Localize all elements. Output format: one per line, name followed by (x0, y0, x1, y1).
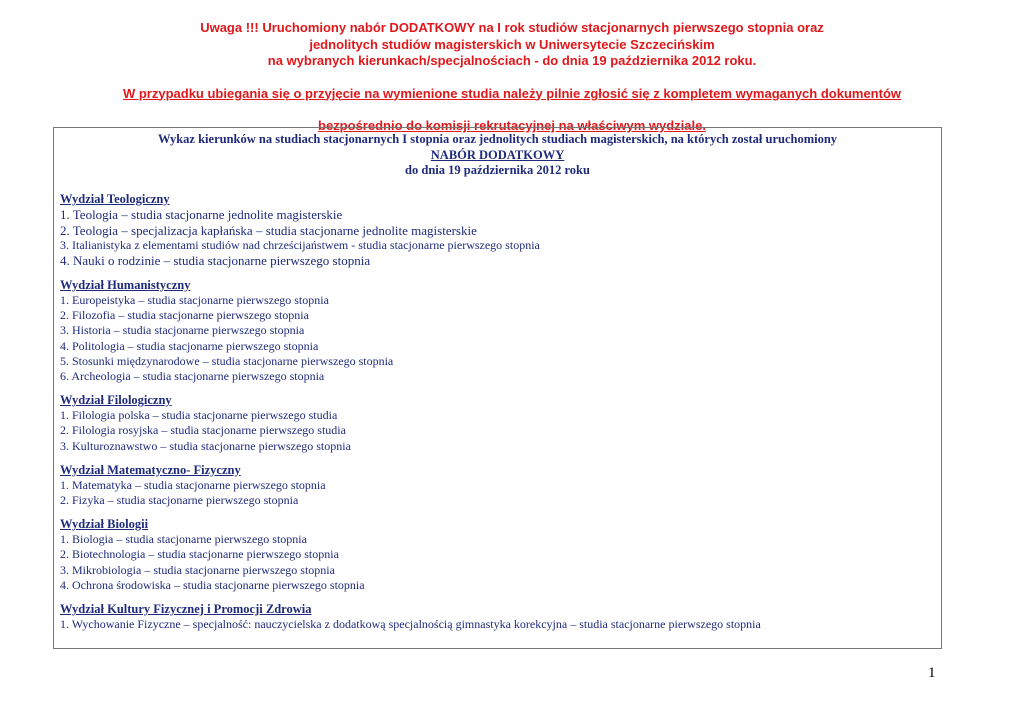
faculty-biologii (60, 517, 930, 593)
list-item: 3. Mikrobiologia – studia stacjonarne pierwszego stopnia (60, 562, 335, 577)
list-header-title: NABÓR DODATKOWY (430, 147, 565, 162)
list-item: 4. Nauki o rodzinie – studia stacjonarne pierwszego stopnia (60, 253, 371, 269)
list-item: 2. Filozofia – studia stacjonarne pierwszego stopnia (60, 308, 309, 323)
warning-line: W przypadku ubiegania się o przyjęcie na wymienione studia należy pilnie zgłosić się z kompletem wymaganych dokumentów (122, 85, 902, 101)
list-item: 1. Europeistyka – studia stacjonarne pierwszego stopnia (60, 292, 329, 307)
list-item: 2. Fizyka – studia stacjonarne pierwszego stopnia (60, 493, 299, 508)
list-item: 2. Biotechnologia – studia stacjonarne pierwszego stopnia (60, 547, 339, 562)
faculty-title: Wydział Teologiczny (60, 192, 170, 206)
faculty-title: Wydział Matematyczno- Fizyczny (60, 462, 241, 477)
recruitment-notice (60, 20, 964, 135)
list-item: 6. Archeologia – studia stacjonarne pierwszego stopnia (60, 369, 325, 383)
faculty-title: Wydział Humanistyczny (60, 277, 191, 292)
list-item: 1. Wychowanie Fizyczne – specjalność: nauczycielska z dodatkową specjalnością gimnastyka korekcyjna – studia stacjonarne pierwszego stopnia (60, 617, 761, 632)
notice-line: na wybranych kierunkach/specjalnościach - do dnia 19 października 2012 roku. (267, 53, 757, 68)
list-item: 5. Stosunki międzynarodowe – studia stacjonarne pierwszego stopnia (60, 353, 394, 368)
list-item: 3. Italianistyka z elementami studiów nad chrześcijaństwem - studia stacjonarne pierwszego stopnia (60, 238, 540, 253)
faculty-kultury-fizycznej (60, 602, 930, 632)
faculty-teologiczny (60, 192, 930, 269)
list-item: 4. Ochrona środowiska – studia stacjonarne pierwszego stopnia (60, 577, 365, 592)
faculty-humanistyczny (60, 278, 930, 384)
list-item: 4. Politologia – studia stacjonarne pierwszego stopnia (60, 338, 319, 353)
list-item: 2. Teologia – specjalizacja kapłańska – studia stacjonarne jednolite magisterskie (60, 222, 477, 238)
page-number: 1 (928, 665, 936, 681)
list-item: 1. Teologia – studia stacjonarne jednolite magisterskie (60, 207, 343, 222)
list-item: 3. Historia – studia stacjonarne pierwszego stopnia (60, 323, 305, 338)
faculty-title: Wydział Filologiczny (60, 393, 172, 408)
faculty-title: Wydział Biologii (60, 517, 149, 532)
faculties-list (60, 192, 930, 641)
list-item: 1. Matematyka – studia stacjonarne pierwszego stopnia (60, 477, 326, 492)
warning-line: bezpośrednio do komisji rekrutacyjnej na właściwym wydziale. (318, 118, 706, 133)
list-header-date: do dnia 19 października 2012 roku (405, 163, 590, 177)
faculty-list-box (53, 127, 942, 649)
list-item: 1. Biologia – studia stacjonarne pierwszego stopnia (60, 532, 307, 547)
list-item: 1. Filologia polska – studia stacjonarne pierwszego studia (60, 408, 338, 423)
faculty-filologiczny (60, 393, 930, 454)
list-item: 3. Kulturoznawstwo – studia stacjonarne pierwszego stopnia (60, 438, 351, 453)
list-header (54, 132, 941, 179)
list-item: 2. Filologia rosyjska – studia stacjonarne pierwszego studia (60, 423, 346, 438)
notice-line: jednolitych studiów magisterskich w Uniwersytecie Szczecińskim (309, 36, 715, 52)
faculty-matematyczno-fizyczny (60, 463, 930, 508)
notice-line: Uwaga !!! Uruchomiony nabór DODATKOWY na I rok studiów stacjonarnych pierwszego stopnia oraz (200, 20, 824, 35)
list-header-line: Wykaz kierunków na studiach stacjonarnych I stopnia oraz jednolitych studiach magisterskich, na których został uruchomiony (157, 132, 838, 146)
faculty-title: Wydział Kultury Fizycznej i Promocji Zdrowia (60, 602, 312, 617)
